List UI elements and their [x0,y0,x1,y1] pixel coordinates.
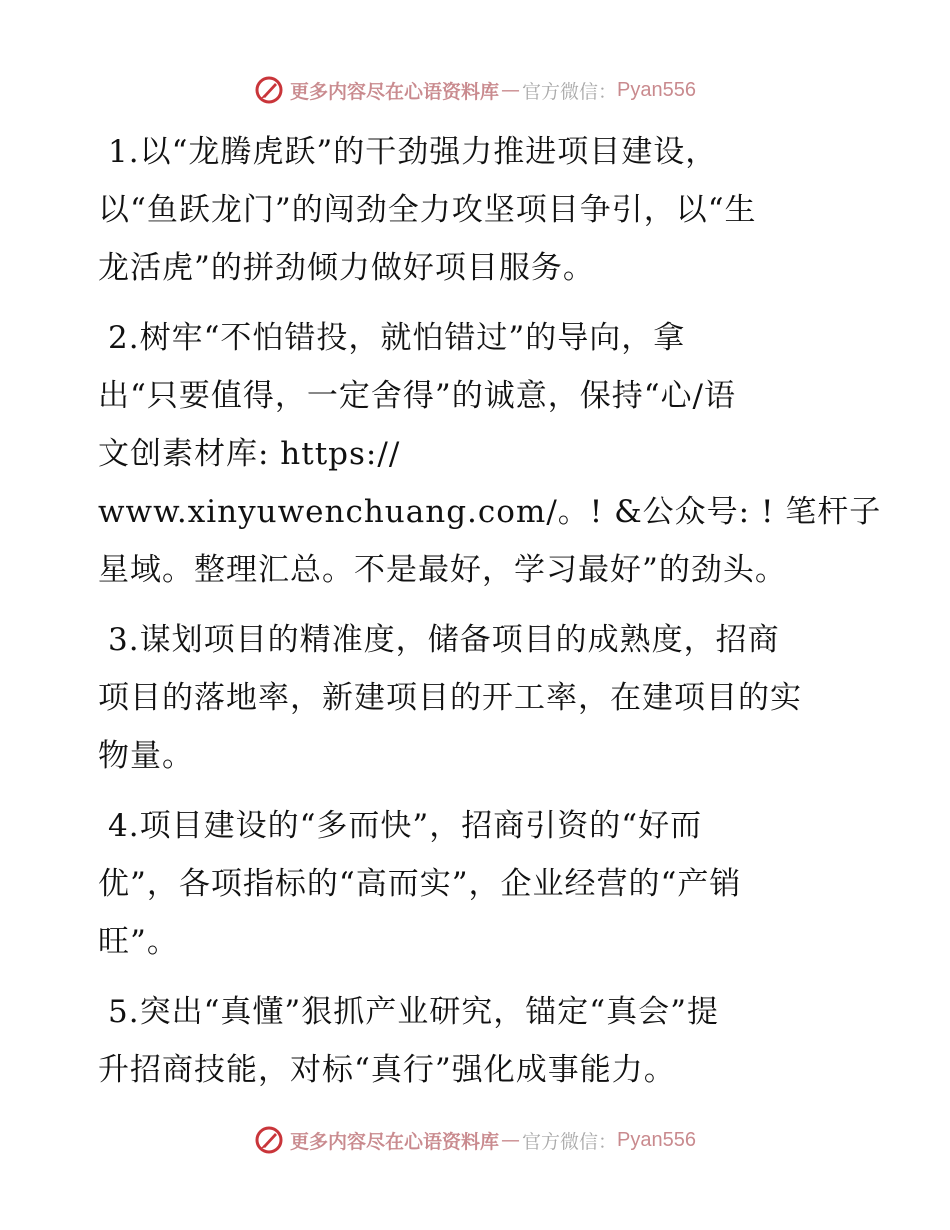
paragraph-3 [98,611,858,785]
paragraph-line: 升招商技能，对标“真行”强化成事能力。 [98,1052,676,1088]
footer-banner-wechat-id: Pyan556 [617,1128,696,1151]
document-body [98,123,882,1111]
paragraph-line: 5.突出“真懂”狠抓产业研究，锚定“真会”提 [108,994,719,1030]
footer-banner-title: 更多内容尽在心语资料库 [290,1130,500,1153]
logo-icon [254,75,284,105]
paragraph-line: 文创素材库: https:// [98,436,401,472]
footer-banner [0,1120,950,1160]
header-banner-title: 更多内容尽在心语资料库 [290,80,500,103]
paragraph-line: 1.以“龙腾虎跃”的干劲强力推进项目建设， [108,134,718,170]
paragraph-line: 龙活虎”的拼劲倾力做好项目服务。 [98,250,595,286]
paragraph-4 [98,797,858,971]
paragraph-2 [98,309,882,599]
paragraph-line: 2.树牢“不怕错投，就怕错过”的导向，拿 [108,320,686,356]
paragraph-line: www.xinyuwenchuang.com/。! &公众号: ! 笔杆子 [98,494,882,530]
footer-banner-separator: — [501,1129,521,1151]
paragraph-line: 3.谋划项目的精准度，储备项目的成熟度，招商 [108,622,780,658]
logo-icon [254,1125,284,1155]
paragraph-5 [98,983,858,1099]
paragraph-line: 项目的落地率，新建项目的开工率，在建项目的实 [98,680,802,716]
paragraph-line: 旺”。 [98,924,179,960]
header-banner [0,70,950,110]
header-banner-wechat-id: Pyan556 [617,78,696,101]
footer-banner-wechat-label: 官方微信： [522,1130,618,1153]
paragraph-line: 星域。整理汇总。不是最好，学习最好”的劲头。 [98,552,787,588]
paragraph-line: 物量。 [98,738,194,774]
header-banner-wechat-label: 官方微信： [522,80,618,103]
paragraph-line: 出“只要值得，一定舍得”的诚意，保持“心/语 [98,378,736,414]
paragraph-line: 以“鱼跃龙门”的闯劲全力攻坚项目争引，以“生 [98,192,757,228]
paragraph-1 [98,123,858,297]
paragraph-line: 优”，各项指标的“高而实”，企业经营的“产销 [98,866,742,902]
header-banner-separator: — [501,79,521,101]
paragraph-line: 4.项目建设的“多而快”，招商引资的“好而 [108,808,703,844]
